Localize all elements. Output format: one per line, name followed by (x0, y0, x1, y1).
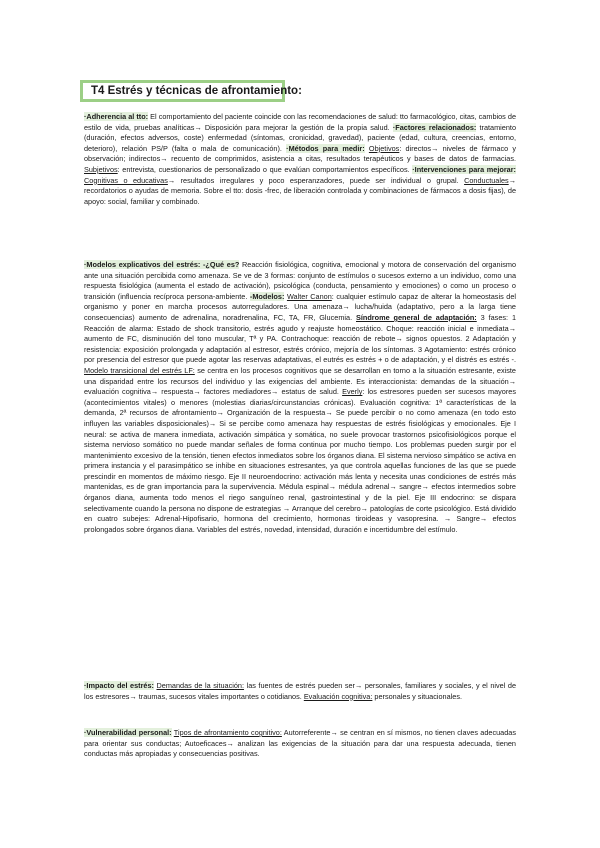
section-modelos-explicativos (84, 260, 516, 535)
highlighted-heading: ·Impacto del estrés: (84, 681, 154, 690)
body-text: 3 fases: 1 Reacción de alarma: Estado de shock transitorio, estrés agudo y reajuste homeostático. Choque: reacción inicial e inmediata→ aumento de FC, disminución del tono muscular, Tª y PA. Contrachoque: reacción de rebote→ signos opuestos. 2 Adaptación y resistencia: exposición prolongada y adaptación al estresor, estrés crónico, mejoría de los síntomas. 3 Agotamiento: estrés crónico por presencia del estresor que puede agotar las reservas adaptativas, el eutrés es estrés + o de adaptación, y el distrés es estrés -. (84, 312, 516, 365)
underlined-term: Objetivos (368, 143, 400, 153)
section-modelos-text (84, 260, 516, 535)
underlined-term: Demandas de la situación: (156, 681, 245, 690)
body-text: se centra en los procesos cognitivos que se desarrollan en torno a la situación estresante, existe una disparidad entre los recursos del individuo y las exigencias del ambiente. Es interaccionista: demandas de la situación→ evaluación cognitiva→ respuesta→ factores mediadores→ estatus de salud. (84, 365, 516, 397)
document-title: T4 Estrés y técnicas de afrontamiento: (91, 85, 302, 97)
body-text: Autorreferente→ se centran en sí mismos, no tienen claves adecuadas para orientar sus conductas; Autoeficaces→ analizan las exigencias de la situación para dar una respuesta adecuada, tienen conductas más apropiadas y consecuencias positivas. (84, 728, 516, 759)
body-text: El comportamiento del paciente coincide con las recomendaciones de salud: tto farmacológico, citas, cambios de estilo de vida, pruebas analíticas→ Disposición para mejorar la gestión de la propia salud. (84, 112, 516, 132)
body-text: → resultados irregulares y poco esperanzadores, puede ser individual o grupal. (167, 175, 465, 185)
section-impacto-estres (84, 681, 516, 702)
highlighted-heading: -Modelos: (249, 291, 285, 301)
body-text: personales y situacionales. (372, 691, 463, 701)
underlined-term: Evaluación cognitiva: (303, 691, 373, 701)
section-vulnerabilidad (84, 728, 516, 760)
body-text: : los estresores pueden ser sucesos mayores (acontecimientos vitales) o menores (molestias diarias/circunstancias crónicas). Evaluación cognitiva: 1ª características de la demanda, 2ª recursos de afrontamiento→ Organización de la respuesta→ Se puede percibir o no como amenaza (en todo esto influyen las variables disposicionales)→ Si se percibe como amenaza hay respuestas de estrés fisiológicas y emocionales. Eje I neural: se activa de manera inmediata, activación simpática y somática, no suele provocar trastornos psicofisiológicos porque el sistema nervioso somático no puede mandar señales de forma continua por mucho tiempo. Los problemas pueden surgir por el mantenimiento excesivo de la tensión, tienen efectos inmediatos sobre los órganos diana. El sistema nervioso simpático se activa en primera instancia y el parasimpático se inhibe en situaciones estresantes, ya que controla aquellas funciones de las que se puede prescindir en momentos de máximo riesgo. Eje II neuroendocrino: activación más lenta y necesita unas condiciones de estrés más mantenidas, es de gran importancia para la supervivencia. Médula espinal→ médula adrenal→ sangre→ efectos intermedios sobre órganos diana, aumenta todo menos el riego sanguíneo renal, gastrointestinal y de la piel. Eje III endocrino: se dispara selectivamente cuando la persona no dispone de estrategias → Arranque del cerebro→ patologías de corte psicológico. Está dividido en cuatro subejes: Adrenal-Hipofisario, hormona del crecimiento, hormonas tiroideas y vasopresina. → Sangre→ efectos prolongados sobre órganos diana. Variables del estrés, novedad, intensidad, duración e incertidumbre del estímulo. (84, 387, 516, 534)
highlighted-heading: ·Factores relacionados: (392, 122, 477, 132)
body-text: Reacción fisiológica, cognitiva, emocional y motora de conservación del organismo ante una situación percibida como amenaza. Se ve de 3 formas: conjunto de estímulos o sucesos externo a un individuo, como una respuesta fisiológica (aumenta el estado de activación), psicológica (conducta, pensamiento y emociones) o como un proceso o transición (influencia recíproca persona-ambiente. (84, 260, 517, 301)
underlined-term: Subjetivos (84, 164, 118, 174)
body-text: → recordatorios o ayudas de memoria. Sobre el tto: dosis -frec, de liberación controlada y combinaciones de fármacos a dosis fijas), de apoyo: social, familiar y combinado. (84, 175, 516, 206)
section-adherencia (84, 112, 516, 207)
highlighted-heading: ·Adherencia al tto: (84, 112, 149, 121)
body-text: : directos→ niveles de fármaco y observación; indirectos→ recuento de comprimidos, asistencia a citas, resultados terapéuticos y bases de datos de farmacias. (84, 143, 516, 164)
highlighted-heading: ·Intervenciones para mejorar: (412, 164, 516, 174)
underlined-term: Conductuales (464, 175, 509, 185)
underlined-term: Cognitivas o educativas (84, 175, 168, 185)
section-vulnerabilidad-text (84, 728, 516, 760)
title-box (80, 80, 302, 102)
underlined-bold-term: Síndrome general de adaptación: (356, 312, 477, 322)
body-text: : entrevista, cuestionarios de personalizado o que evalúan comportamientos específicos. (117, 164, 413, 174)
section-adherencia-text (84, 112, 516, 207)
underlined-term: Modelo transicional del estrés LF: (84, 365, 195, 375)
body-text: : cualquier estímulo capaz de alterar la homeostasis del organismo y poner en marcha procesos autorreguladores. Una amenaza→ lucha/huida (adaptativo, pero a la larga tiene consecuencias) aumento de adrenalina, noradrenalina, FC, TA, FR, Glucemia. (84, 291, 516, 322)
section-impacto-text (84, 681, 516, 702)
highlighted-heading: ·Vulnerabilidad personal: (84, 728, 172, 737)
underlined-term: Tipos de afrontamiento cognitivo: (173, 728, 282, 737)
underlined-term: Everly (342, 387, 363, 397)
body-text: las fuentes de estrés pueden ser→ personales, familiares y sociales, y el nivel de los estresores→ traumas, sucesos vitales importantes o cotidianos. (84, 681, 517, 701)
highlighted-heading: ·Métodos para medir: (286, 143, 365, 153)
highlighted-heading: ·Modelos explicativos del estrés: -¿Qué es? (84, 260, 240, 269)
underlined-term: Walter Canon (286, 291, 332, 301)
body-text: tratamiento (duración, efectos adversos, coste) enfermedad (síntomas, cronicidad, gravedad), paciente (edad, cultura, creencias, entorno, deterioro), relación PS/P (falta o mala de comunicación). (84, 122, 517, 153)
